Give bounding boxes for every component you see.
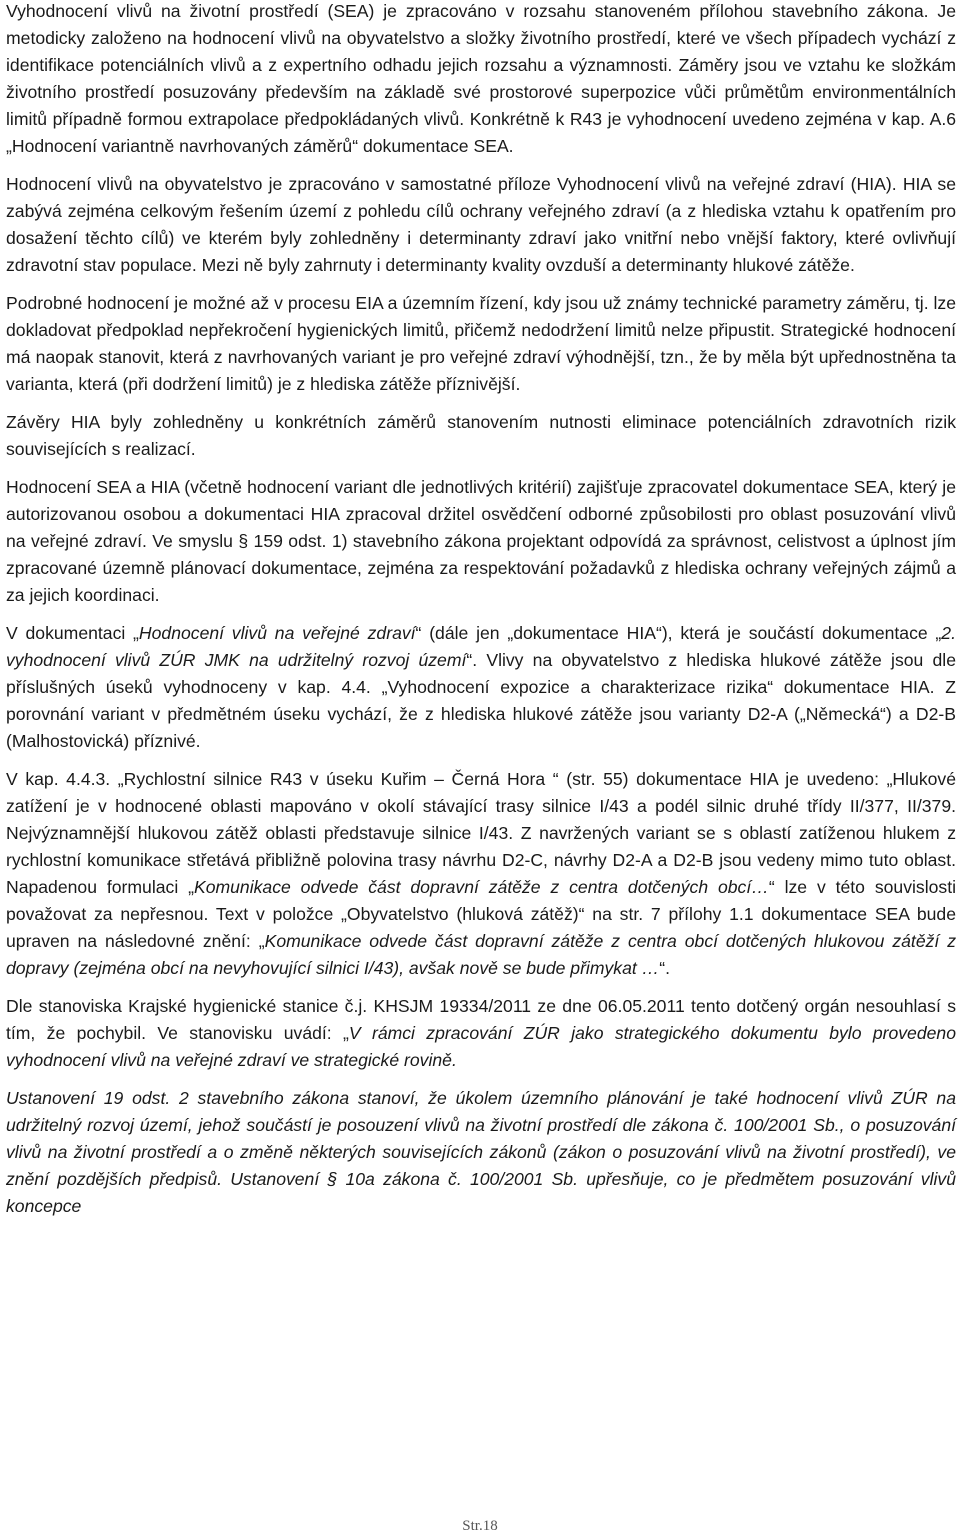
italic-quote-segment: Ustanovení 19 odst. 2 stavebního zákona stanoví, že úkolem územního plánování je také hodnocení vlivů ZÚR na udržitelný rozvoj území, jehož součástí je posouzení vlivů na životní prostředí dle zákona č. 100/2001 Sb., o posuzování vlivů na životní prostředí a o změně některých souvisejících zákonů (zákon o posuzování vlivů na životní prostředí), ve znění pozdějších předpisů. Ustanovení § 10a zákona č. 100/2001 Sb. upřesňuje, co je předmětem posuzování vlivů koncepce (6, 1088, 956, 1216)
paragraph-hygiene-station-opinion (6, 993, 956, 1074)
text-segment: Hodnocení vlivů na obyvatelstvo je zpracováno v samostatné příloze Vyhodnocení vlivů na veřejné zdraví (HIA). HIA se zabývá zejména celkovým řešením území z pohledu cílů ochrany veřejného zdraví (a z hlediska vztahu k opatřením pro dosažení těchto cílů) ve kterém byly zohledněny i determinanty zdraví jako vnitřní nebo vnější faktory, které ovlivňují zdravotní stav populace. Mezi ně byly zahrnuty i determinanty kvality ovzduší a determinanty hlukové zátěže. (6, 174, 956, 275)
text-segment: Vyhodnocení vlivů na životní prostředí (SEA) je zpracováno v rozsahu stanoveném přílohou stavebního zákona. Je metodicky založeno na hodnocení vlivů na obyvatelstvo a složky životního prostředí, které ve všech případech vychází z identifikace potenciálních vlivů a z expertního odhadu jejich rozsahu a významnosti. Záměry jsou ve vztahu ke složkám životního prostředí posuzovány především na základě své prostorové superpozice vůči průmětům environmentálních limitů případně formou extrapolace předpokládaných vlivů. Konkrétně k R43 je vyhodnocení uvedeno zejména v kap. A.6 „Hodnocení variantně navrhovaných záměrů“ dokumentace SEA. (6, 1, 956, 156)
text-segment: “ (dále jen „dokumentace HIA“), která je součástí dokumentace „ (415, 623, 942, 643)
text-segment: Dle stanoviska Krajské hygienické stanice č.j. KHSJM 19334/2011 ze dne 06.05.2011 tento dotčený orgán nesouhlasí s tím, že pochybil. Ve stanovisku uvádí: „ (6, 996, 956, 1043)
paragraph-building-act-provision (6, 1085, 956, 1220)
paragraph-sea-hia-authors (6, 474, 956, 609)
paragraph-r43-section (6, 766, 956, 982)
text-segment: V dokumentaci „ (6, 623, 139, 643)
paragraph-hia-documentation (6, 620, 956, 755)
paragraph-hia-population (6, 171, 956, 279)
paragraph-sea-scope (6, 0, 956, 160)
text-segment: V kap. 4.4.3. „Rychlostní silnice R43 v úseku Kuřim – Černá Hora “ (str. 55) dokumentace HIA je uvedeno: „Hlukové zatížení je v hodnocené oblasti mapováno v okolí stávající trasy silnice I/43 a podél silnic druhé třídy II/377, II/379. Nejvýznamnější hlukovou zátěž oblasti představuje silnice I/43. Z navržených variant se s oblastí zatíženou hlukem z rychlostní komunikace střetává přibližně polovina trasy návrhu D2-C, návrhy D2-A a D2-B jsou vedeny mimo tuto oblast. Napadenou formulaci „ (6, 769, 956, 897)
paragraph-detailed-assessment (6, 290, 956, 398)
text-segment: “. Vlivy na obyvatelstvo z hlediska hlukové zátěže jsou dle příslušných úseků vyhodnoceny v kap. 4.4. „Vyhodnocení expozice a charakterizace rizika“ dokumentace HIA. Z porovnání variant v předmětném úseku vychází, že z hlediska hlukové zátěže jsou varianty D2-A („Německá“) a D2-B (Malhostovická) příznivé. (6, 650, 956, 751)
document-page (6, 0, 956, 1231)
text-segment: Podrobné hodnocení je možné až v procesu EIA a územním řízení, kdy jsou už známy technické parametry záměru, tj. lze dokladovat předpoklad nepřekročení hygienických limitů, přičemž nedodržení limitů nelze připustit. Strategické hodnocení má naopak stanovit, která z navrhovaných variant je pro veřejné zdraví výhodnější, tzn., že by měla být upřednostněna ta varianta, která (při dodržení limitů) je z hlediska zátěže příznivější. (6, 293, 956, 394)
italic-quote-segment: Hodnocení vlivů na veřejné zdraví (138, 623, 416, 643)
text-segment: “. (659, 958, 670, 978)
text-segment: “ lze v této souvislosti považovat za nepřesnou. Text v položce „Obyvatelstvo (hluková zátěž)“ na str. 7 přílohy 1.1 dokumentace SEA bude upraven na následovné znění: „ (6, 877, 956, 951)
italic-quote-segment: 2. vyhodnocení vlivů ZÚR JMK na udržitelný rozvoj území (6, 623, 956, 670)
paragraph-hia-conclusions (6, 409, 956, 463)
italic-quote-segment: Komunikace odvede část dopravní zátěže z centra obcí dotčených hlukovou zátěží z dopravy (zejména obcí na nevyhovující silnici I/43), avšak nově se bude přimykat … (6, 931, 957, 978)
text-segment: Hodnocení SEA a HIA (včetně hodnocení variant dle jednotlivých kritérií) zajišťuje zpracovatel dokumentace SEA, který je autorizovanou osobou a dokumentaci HIA zpracoval držitel osvědčení odborné způsobilosti pro oblast posuzování vlivů na veřejné zdraví. Ve smyslu § 159 odst. 1) stavebního zákona projektant odpovídá za správnost, celistvost a úplnost jím zpracované územně plánovací dokumentace, zejména za respektování požadavků z hlediska ochrany veřejných zájmů a za jejich koordinaci. (6, 477, 956, 605)
italic-quote-segment: Komunikace odvede část dopravní zátěže z centra dotčených obcí… (193, 877, 769, 897)
page-number: Str.18 (462, 1518, 498, 1534)
italic-quote-segment: V rámci zpracování ZÚR jako strategického dokumentu bylo provedeno vyhodnocení vlivů na veřejné zdraví ve strategické rovině. (6, 1023, 956, 1070)
text-segment: Závěry HIA byly zohledněny u konkrétních záměrů stanovením nutnosti eliminace potenciálních zdravotních rizik souvisejících s realizací. (6, 412, 956, 459)
